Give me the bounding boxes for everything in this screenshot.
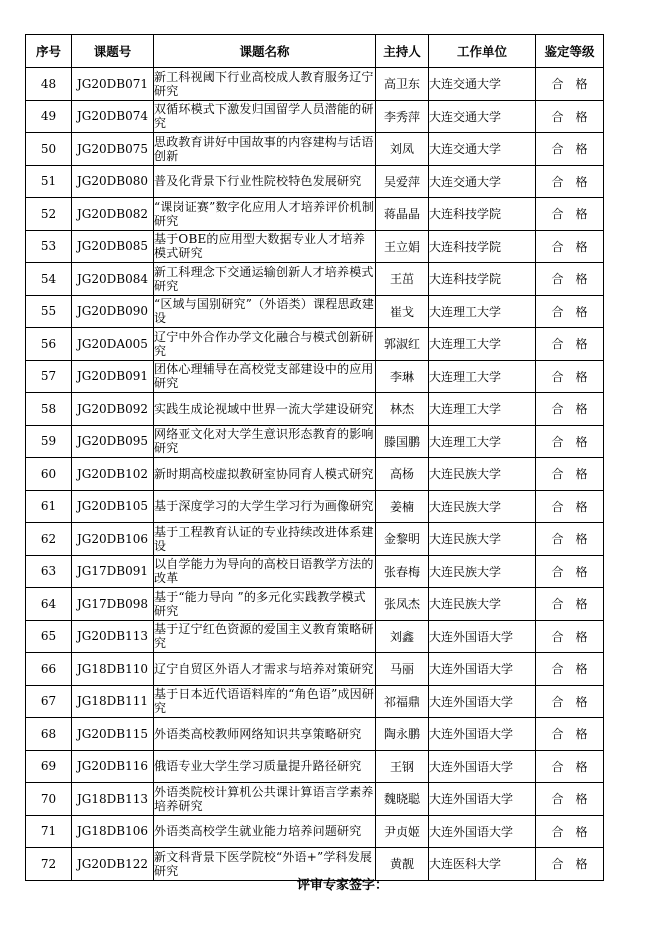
row-index: 65 — [26, 620, 72, 653]
project-title: 外语类高校教师网络知识共享策略研究 — [154, 718, 376, 751]
host-name: 张春梅 — [376, 555, 429, 588]
project-title: 外语类院校计算机公共课计算语言学素养培养研究 — [154, 783, 376, 816]
row-index: 60 — [26, 458, 72, 491]
table-row — [26, 620, 604, 653]
header-row — [26, 35, 604, 68]
project-title: 团体心理辅导在高校党支部建设中的应用研究 — [154, 360, 376, 393]
row-index: 56 — [26, 328, 72, 361]
project-title: 网络亚文化对大学生意识形态教育的影响研究 — [154, 425, 376, 458]
grade: 合 格 — [536, 815, 604, 848]
host-name: 金黎明 — [376, 523, 429, 556]
project-code: JG18DB110 — [72, 653, 154, 686]
table-row — [26, 68, 604, 101]
work-unit: 大连科技学院 — [429, 198, 536, 231]
row-index: 57 — [26, 360, 72, 393]
host-name: 蒋晶晶 — [376, 198, 429, 231]
project-title: 新文科背景下医学院校“外语+”学科发展研究 — [154, 848, 376, 881]
table-row — [26, 360, 604, 393]
row-index: 50 — [26, 133, 72, 166]
work-unit: 大连外国语大学 — [429, 750, 536, 783]
table-row — [26, 100, 604, 133]
row-index: 59 — [26, 425, 72, 458]
host-name: 祁福鼎 — [376, 685, 429, 718]
project-code: JG20DB116 — [72, 750, 154, 783]
host-name: 高杨 — [376, 458, 429, 491]
grade: 合 格 — [536, 295, 604, 328]
signature-label: 评审专家签字： — [297, 878, 389, 893]
work-unit: 大连科技学院 — [429, 263, 536, 296]
work-unit: 大连交通大学 — [429, 68, 536, 101]
project-code: JG20DB106 — [72, 523, 154, 556]
row-index: 48 — [26, 68, 72, 101]
row-index: 62 — [26, 523, 72, 556]
project-code: JG20DB084 — [72, 263, 154, 296]
table-row — [26, 555, 604, 588]
table-row — [26, 133, 604, 166]
work-unit: 大连民族大学 — [429, 458, 536, 491]
host-name: 王立娟 — [376, 230, 429, 263]
host-name: 郭淑红 — [376, 328, 429, 361]
row-index: 63 — [26, 555, 72, 588]
table-row — [26, 783, 604, 816]
table-row — [26, 685, 604, 718]
project-code: JG20DB113 — [72, 620, 154, 653]
table-row — [26, 653, 604, 686]
grade: 合 格 — [536, 360, 604, 393]
project-code: JG20DB074 — [72, 100, 154, 133]
project-code: JG20DB082 — [72, 198, 154, 231]
project-title: 思政教育讲好中国故事的内容建构与话语创新 — [154, 133, 376, 166]
project-code: JG18DB106 — [72, 815, 154, 848]
project-title: 以自学能力为导向的高校日语教学方法的改革 — [154, 555, 376, 588]
table-row — [26, 718, 604, 751]
row-index: 69 — [26, 750, 72, 783]
host-name: 刘鑫 — [376, 620, 429, 653]
project-title: 辽宁自贸区外语人才需求与培养对策研究 — [154, 653, 376, 686]
table-row — [26, 750, 604, 783]
table-row — [26, 165, 604, 198]
work-unit: 大连交通大学 — [429, 133, 536, 166]
grade: 合 格 — [536, 133, 604, 166]
host-name: 黄靓 — [376, 848, 429, 881]
table-row — [26, 393, 604, 426]
work-unit: 大连理工大学 — [429, 393, 536, 426]
project-code: JG20DB085 — [72, 230, 154, 263]
row-index: 58 — [26, 393, 72, 426]
project-title: 基于深度学习的大学生学习行为画像研究 — [154, 490, 376, 523]
grade: 合 格 — [536, 490, 604, 523]
work-unit: 大连外国语大学 — [429, 685, 536, 718]
project-title: 双循环模式下激发归国留学人员潜能的研究 — [154, 100, 376, 133]
row-index: 49 — [26, 100, 72, 133]
project-title: 实践生成论视域中世界一流大学建设研究 — [154, 393, 376, 426]
host-name: 李琳 — [376, 360, 429, 393]
grade: 合 格 — [536, 783, 604, 816]
table-row — [26, 230, 604, 263]
row-index: 55 — [26, 295, 72, 328]
row-index: 68 — [26, 718, 72, 751]
project-title: 新时期高校虚拟教研室协同育人模式研究 — [154, 458, 376, 491]
host-name: 李秀萍 — [376, 100, 429, 133]
project-code: JG17DB098 — [72, 588, 154, 621]
work-unit: 大连理工大学 — [429, 295, 536, 328]
table-row — [26, 425, 604, 458]
table-row — [26, 198, 604, 231]
row-index: 67 — [26, 685, 72, 718]
grade: 合 格 — [536, 263, 604, 296]
header-project-code: 课题号 — [72, 35, 154, 68]
project-title: 新工科理念下交通运输创新人才培养模式研究 — [154, 263, 376, 296]
project-code: JG20DB102 — [72, 458, 154, 491]
host-name: 崔戈 — [376, 295, 429, 328]
work-unit: 大连民族大学 — [429, 555, 536, 588]
grade: 合 格 — [536, 555, 604, 588]
project-title: 辽宁中外合作办学文化融合与模式创新研究 — [154, 328, 376, 361]
row-index: 71 — [26, 815, 72, 848]
host-name: 王茁 — [376, 263, 429, 296]
project-title: “区域与国别研究”（外语类）课程思政建设 — [154, 295, 376, 328]
row-index: 72 — [26, 848, 72, 881]
project-title: 新工科视阈下行业高校成人教育服务辽宁研究 — [154, 68, 376, 101]
work-unit: 大连理工大学 — [429, 328, 536, 361]
host-name: 尹贞姬 — [376, 815, 429, 848]
host-name: 林杰 — [376, 393, 429, 426]
row-index: 54 — [26, 263, 72, 296]
grade: 合 格 — [536, 198, 604, 231]
grade: 合 格 — [536, 620, 604, 653]
grade: 合 格 — [536, 653, 604, 686]
project-title: 基于辽宁红色资源的爱国主义教育策略研究 — [154, 620, 376, 653]
table-row — [26, 328, 604, 361]
project-code: JG20DB071 — [72, 68, 154, 101]
project-title: 基于“能力导向 ”的多元化实践教学模式研究 — [154, 588, 376, 621]
work-unit: 大连外国语大学 — [429, 653, 536, 686]
work-unit: 大连民族大学 — [429, 523, 536, 556]
table-row — [26, 523, 604, 556]
project-code: JG20DB092 — [72, 393, 154, 426]
work-unit: 大连外国语大学 — [429, 815, 536, 848]
row-index: 66 — [26, 653, 72, 686]
project-title: 外语类高校学生就业能力培养问题研究 — [154, 815, 376, 848]
host-name: 魏晓聪 — [376, 783, 429, 816]
project-code: JG20DB115 — [72, 718, 154, 751]
results-table — [25, 34, 604, 881]
project-code: JG20DB090 — [72, 295, 154, 328]
work-unit: 大连交通大学 — [429, 165, 536, 198]
grade: 合 格 — [536, 523, 604, 556]
grade: 合 格 — [536, 848, 604, 881]
grade: 合 格 — [536, 230, 604, 263]
host-name: 马丽 — [376, 653, 429, 686]
project-code: JG20DA005 — [72, 328, 154, 361]
project-title: 基于日本近代语语料库的“角色语”成因研究 — [154, 685, 376, 718]
host-name: 陶永鹏 — [376, 718, 429, 751]
project-title: 俄语专业大学生学习质量提升路径研究 — [154, 750, 376, 783]
table-body — [26, 68, 604, 881]
table-row — [26, 588, 604, 621]
header-host: 主持人 — [376, 35, 429, 68]
project-code: JG20DB095 — [72, 425, 154, 458]
project-code: JG20DB122 — [72, 848, 154, 881]
project-code: JG20DB075 — [72, 133, 154, 166]
project-title: “课岗证赛”数字化应用人才培养评价机制研究 — [154, 198, 376, 231]
header-grade: 鉴定等级 — [536, 35, 604, 68]
project-title: 基于工程教育认证的专业持续改进体系建设 — [154, 523, 376, 556]
host-name: 姜楠 — [376, 490, 429, 523]
row-index: 51 — [26, 165, 72, 198]
header-work-unit: 工作单位 — [429, 35, 536, 68]
grade: 合 格 — [536, 685, 604, 718]
row-index: 61 — [26, 490, 72, 523]
host-name: 张凤杰 — [376, 588, 429, 621]
table-row — [26, 263, 604, 296]
host-name: 滕国鹏 — [376, 425, 429, 458]
grade: 合 格 — [536, 165, 604, 198]
table-row — [26, 295, 604, 328]
row-index: 52 — [26, 198, 72, 231]
grade: 合 格 — [536, 100, 604, 133]
host-name: 刘凤 — [376, 133, 429, 166]
table-row — [26, 815, 604, 848]
table-row — [26, 458, 604, 491]
project-code: JG20DB080 — [72, 165, 154, 198]
host-name: 吴爱萍 — [376, 165, 429, 198]
grade: 合 格 — [536, 458, 604, 491]
grade: 合 格 — [536, 328, 604, 361]
project-code: JG17DB091 — [72, 555, 154, 588]
row-index: 64 — [26, 588, 72, 621]
work-unit: 大连外国语大学 — [429, 783, 536, 816]
grade: 合 格 — [536, 750, 604, 783]
work-unit: 大连外国语大学 — [429, 620, 536, 653]
header-index: 序号 — [26, 35, 72, 68]
grade: 合 格 — [536, 588, 604, 621]
work-unit: 大连民族大学 — [429, 490, 536, 523]
work-unit: 大连医科大学 — [429, 848, 536, 881]
project-code: JG18DB111 — [72, 685, 154, 718]
work-unit: 大连交通大学 — [429, 100, 536, 133]
work-unit: 大连民族大学 — [429, 588, 536, 621]
grade: 合 格 — [536, 425, 604, 458]
row-index: 70 — [26, 783, 72, 816]
row-index: 53 — [26, 230, 72, 263]
project-code: JG18DB113 — [72, 783, 154, 816]
project-title: 普及化背景下行业性院校特色发展研究 — [154, 165, 376, 198]
grade: 合 格 — [536, 718, 604, 751]
work-unit: 大连科技学院 — [429, 230, 536, 263]
project-code: JG20DB105 — [72, 490, 154, 523]
project-code: JG20DB091 — [72, 360, 154, 393]
work-unit: 大连理工大学 — [429, 360, 536, 393]
host-name: 高卫东 — [376, 68, 429, 101]
work-unit: 大连理工大学 — [429, 425, 536, 458]
header-project-title: 课题名称 — [154, 35, 376, 68]
work-unit: 大连外国语大学 — [429, 718, 536, 751]
host-name: 王钢 — [376, 750, 429, 783]
project-title: 基于OBE的应用型大数据专业人才培养模式研究 — [154, 230, 376, 263]
grade: 合 格 — [536, 393, 604, 426]
grade: 合 格 — [536, 68, 604, 101]
table-row — [26, 490, 604, 523]
